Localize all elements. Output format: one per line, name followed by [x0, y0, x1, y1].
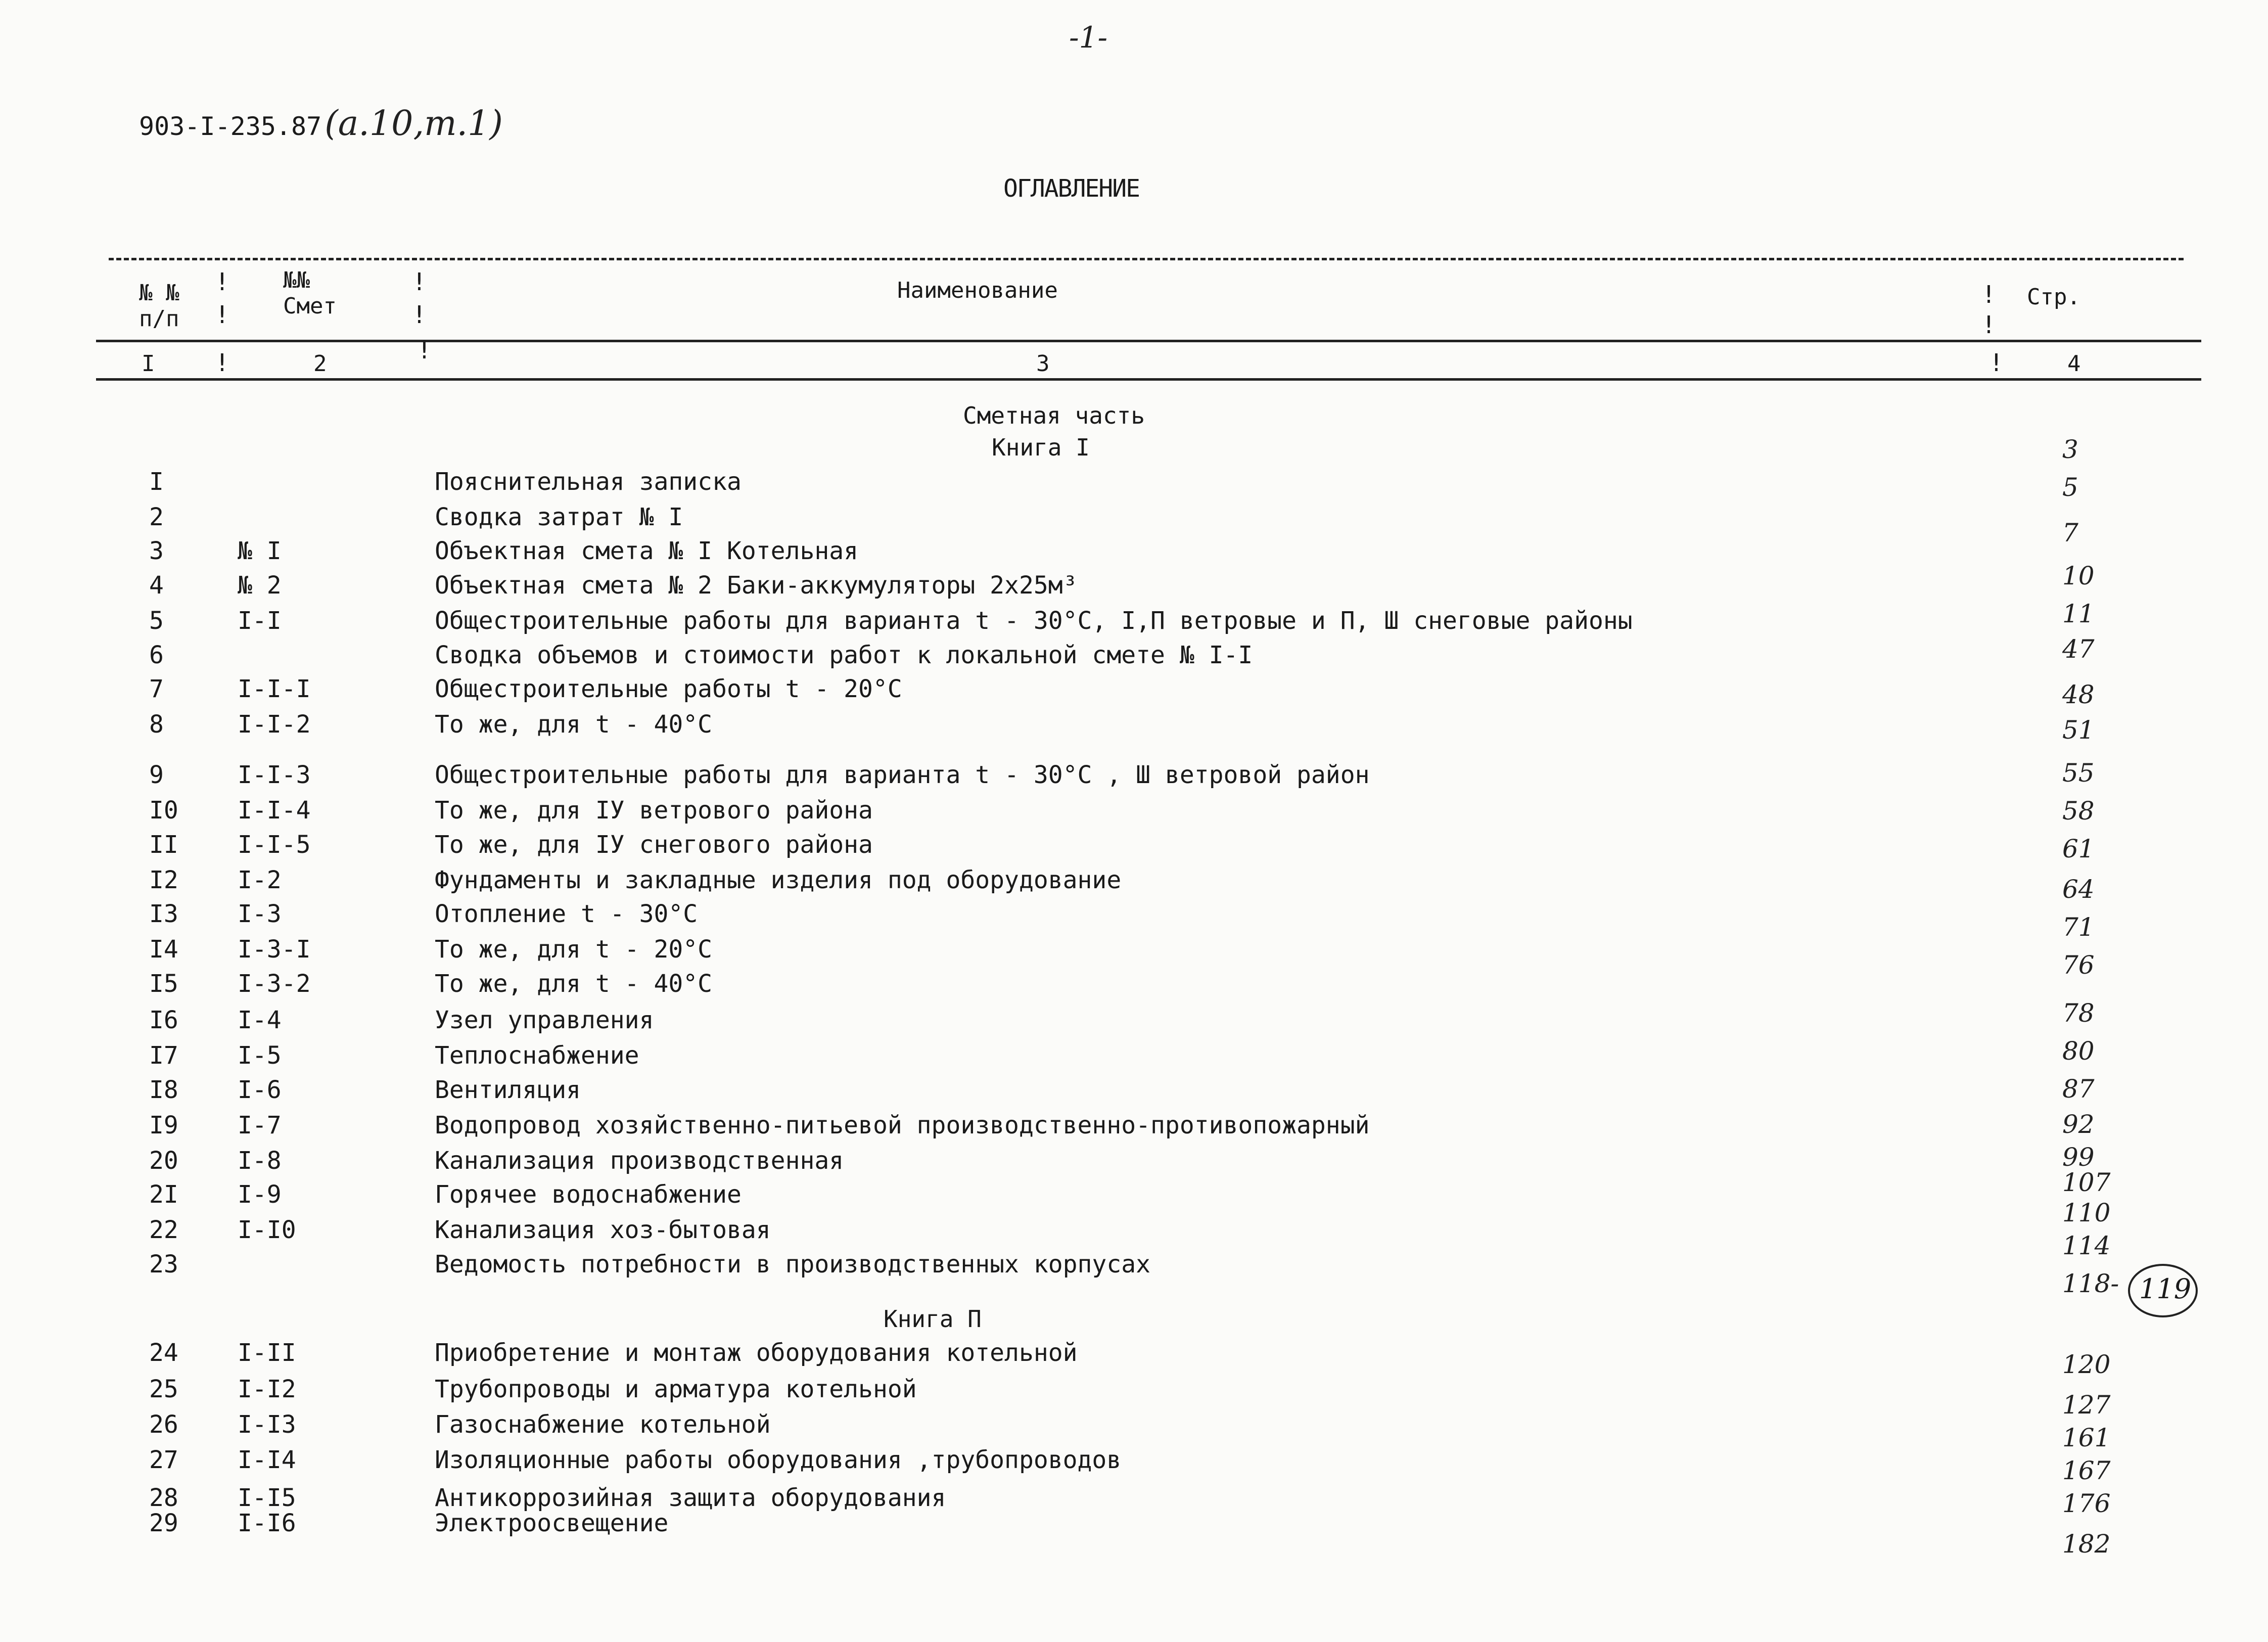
header-num-1: I: [142, 351, 155, 377]
toc-row-estimate: I-5: [238, 1041, 282, 1070]
toc-row-estimate: № 2: [238, 571, 282, 600]
header-col-page: Стр.: [2027, 284, 2080, 310]
toc-row-title: Электроосвещение: [435, 1509, 669, 1537]
header-sep: !: [1981, 311, 1996, 339]
toc-row-number: 9: [149, 761, 164, 789]
toc-page-number: 58: [2062, 796, 2095, 826]
page-number: -1-: [1069, 20, 1108, 55]
toc-page-number: 7: [2062, 518, 2078, 548]
toc-row-number: 20: [149, 1147, 178, 1175]
toc-page-number: 76: [2062, 950, 2095, 980]
toc-row-title: Фундаменты и закладные изделия под оборудование: [435, 866, 1122, 894]
toc-page-number: 107: [2062, 1168, 2111, 1197]
toc-row-estimate: I-4: [238, 1006, 282, 1034]
toc-row: [0, 468, 2268, 501]
toc-row-title: Сводка затрат № I: [435, 503, 683, 531]
header-top-rule: [109, 258, 2184, 260]
toc-page-number: 80: [2062, 1036, 2095, 1066]
toc-row-estimate: I-I-I: [238, 675, 311, 703]
toc-row-number: I6: [149, 1006, 178, 1034]
toc-row-estimate: I-I-4: [238, 796, 311, 825]
toc-page-number: 11: [2062, 599, 2095, 628]
toc-row-number: 27: [149, 1446, 178, 1474]
toc-row-estimate: I-8: [238, 1147, 282, 1175]
toc-row-estimate: I-I5: [238, 1484, 296, 1512]
toc-row: [0, 537, 2268, 570]
toc-row: [0, 503, 2268, 536]
toc-row-number: 4: [149, 571, 164, 600]
header-sep: !: [215, 268, 229, 296]
toc-row-number: I4: [149, 935, 178, 964]
toc-row-estimate: I-3-2: [238, 970, 311, 998]
toc-row: [0, 831, 2268, 864]
toc-row-estimate: I-7: [238, 1111, 282, 1139]
toc-row-title: То же, для t - 40°С: [435, 710, 713, 739]
toc-row-estimate: I-I-3: [238, 761, 311, 789]
toc-row-title: Трубопроводы и арматура котельной: [435, 1375, 917, 1403]
toc-row: [0, 1147, 2268, 1180]
toc-row-title: Общестроительные работы для варианта t - 30°С, I,П ветровые и П, Ш снеговые районы: [435, 607, 1633, 635]
toc-row-title: Канализация хоз-бытовая: [435, 1216, 771, 1244]
toc-page-number: 71: [2062, 913, 2095, 942]
toc-page-number: 161: [2062, 1423, 2111, 1452]
toc-row-title: Ведомость потребности в производственных корпусах: [435, 1250, 1151, 1279]
page-title: ОГЛАВЛЕНИЕ: [1003, 174, 1139, 203]
toc-row-title: То же, для t - 40°С: [435, 970, 713, 998]
toc-row-title: Горячее водоснабжение: [435, 1180, 742, 1209]
toc-row-estimate: I-I0: [238, 1216, 296, 1244]
toc-page-number: 64: [2062, 875, 2095, 904]
toc-row-number: 2: [149, 503, 164, 531]
toc-row-number: 23: [149, 1250, 178, 1279]
header-num-4: 4: [2067, 351, 2081, 377]
header-num-2: 2: [313, 351, 327, 377]
toc-page-number: 87: [2062, 1074, 2095, 1104]
section-estimate-part: Сметная часть: [963, 402, 1145, 429]
toc-row-title: Водопровод хозяйственно-питьевой производственно-противопожарный: [435, 1111, 1370, 1139]
toc-row: [0, 675, 2268, 708]
toc-page-number: 120: [2062, 1350, 2111, 1379]
toc-row: [0, 1076, 2268, 1109]
toc-row: [0, 1216, 2268, 1249]
toc-row-title: Сводка объемов и стоимости работ к локальной смете № I-I: [435, 641, 1253, 669]
toc-row-number: 7: [149, 675, 164, 703]
toc-row-estimate: I-3-I: [238, 935, 311, 964]
doc-code-handwritten: (а.10,т.1): [325, 104, 503, 144]
header-col-smeta: №№ Смет: [283, 267, 337, 319]
toc-page-number: 61: [2062, 834, 2095, 863]
toc-row: [0, 607, 2268, 640]
toc-row-title: Общестроительные работы t - 20°С: [435, 675, 902, 703]
toc-page-number: 99: [2062, 1143, 2095, 1172]
toc-row: [0, 1375, 2268, 1408]
document-code: [139, 104, 503, 144]
toc-row: [0, 970, 2268, 1003]
toc-row-estimate: I-I-5: [238, 831, 311, 859]
toc-row-title: То же, для IУ ветрового района: [435, 796, 873, 825]
toc-page-number: 176: [2062, 1489, 2111, 1518]
toc-row-number: I0: [149, 796, 178, 825]
toc-row: [0, 1111, 2268, 1145]
toc-row-title: То же, для t - 20°С: [435, 935, 713, 964]
toc-row: [0, 1041, 2268, 1075]
toc-row-number: I5: [149, 970, 178, 998]
header-sep: !: [215, 301, 229, 329]
toc-row-estimate: I-I: [238, 607, 282, 635]
toc-row-number: I2: [149, 866, 178, 894]
toc-row-number: I7: [149, 1041, 178, 1070]
header-mid-rule: [96, 340, 2201, 342]
toc-row-number: I3: [149, 900, 178, 928]
toc-row: [0, 1006, 2268, 1039]
toc-page-number: 51: [2062, 715, 2095, 745]
toc-row: [0, 761, 2268, 794]
toc-row-number: 2I: [149, 1180, 178, 1209]
toc-row-number: 24: [149, 1339, 178, 1367]
toc-row: [0, 1180, 2268, 1214]
toc-row-number: I: [149, 468, 164, 496]
toc-page-number: 78: [2062, 998, 2095, 1028]
toc-row-estimate: I-3: [238, 900, 282, 928]
toc-row-number: I8: [149, 1076, 178, 1104]
toc-page-number: 5: [2062, 473, 2078, 502]
toc-row: [0, 866, 2268, 899]
toc-row-title: Отопление t - 30°С: [435, 900, 698, 928]
toc-row-number: 5: [149, 607, 164, 635]
toc-row-number: 22: [149, 1216, 178, 1244]
header-num-3: 3: [1036, 351, 1050, 377]
toc-row: [0, 900, 2268, 933]
toc-row-estimate: № I: [238, 537, 282, 565]
toc-row-number: 25: [149, 1375, 178, 1403]
toc-row-title: Объектная смета № I Котельная: [435, 537, 859, 565]
toc-row: [0, 1250, 2268, 1284]
header-sep: !: [215, 349, 229, 377]
section-book-2: Книга П: [884, 1305, 982, 1333]
toc-row-title: Газоснабжение котельной: [435, 1410, 771, 1439]
toc-page-number: 114: [2062, 1231, 2111, 1260]
toc-row-title: Приобретение и монтаж оборудования котельной: [435, 1339, 1078, 1367]
toc-row: [0, 641, 2268, 674]
toc-row-number: 29: [149, 1509, 178, 1537]
header-col-num: № № п/п: [139, 280, 179, 332]
toc-page-number: 47: [2062, 634, 2095, 664]
toc-row: [0, 1410, 2268, 1444]
header-sep: !: [417, 336, 432, 364]
toc-row: [0, 571, 2268, 605]
toc-row-estimate: I-9: [238, 1180, 282, 1209]
toc-row-number: 8: [149, 710, 164, 739]
toc-page-number: 110: [2062, 1198, 2111, 1227]
toc-row: [0, 710, 2268, 744]
toc-page-number: 48: [2062, 680, 2095, 709]
header-sep: !: [1981, 281, 1996, 309]
toc-row-estimate: I-I4: [238, 1446, 296, 1474]
doc-code-typed: 903-I-235.87: [139, 112, 322, 141]
toc-row-number: 3: [149, 537, 164, 565]
toc-row-title: То же, для IУ снегового района: [435, 831, 873, 859]
toc-row-title: Канализация производственная: [435, 1147, 844, 1175]
toc-row-title: Пояснительная записка: [435, 468, 742, 496]
header-sep: !: [1989, 349, 2004, 377]
toc-page-number: 3: [2062, 435, 2078, 464]
toc-row: [0, 1446, 2268, 1479]
toc-page-number: 167: [2062, 1456, 2111, 1485]
toc-row-title: Общестроительные работы для варианта t - 30°С , Ш ветровой район: [435, 761, 1370, 789]
toc-row-estimate: I-I-2: [238, 710, 311, 739]
toc-page-number: 127: [2062, 1390, 2111, 1420]
toc-row-number: 28: [149, 1484, 178, 1512]
toc-row-title: Изоляционные работы оборудования ,трубопроводов: [435, 1446, 1122, 1474]
toc-row-title: Объектная смета № 2 Баки-аккумуляторы 2х25м³: [435, 571, 1078, 600]
toc-row-estimate: I-I3: [238, 1410, 296, 1439]
toc-row-number: 6: [149, 641, 164, 669]
toc-row-number: II: [149, 831, 178, 859]
toc-page-number: 92: [2062, 1110, 2095, 1139]
toc-row-estimate: I-I2: [238, 1375, 296, 1403]
toc-row-estimate: I-I6: [238, 1509, 296, 1537]
toc-row-estimate: I-2: [238, 866, 282, 894]
toc-row-estimate: I-6: [238, 1076, 282, 1104]
toc-row: [0, 1339, 2268, 1372]
toc-row: [0, 935, 2268, 969]
toc-row-title: Антикоррозийная защита оборудования: [435, 1484, 946, 1512]
toc-row-title: Вентиляция: [435, 1076, 581, 1104]
toc-row-title: Узел управления: [435, 1006, 654, 1034]
toc-row: [0, 796, 2268, 830]
toc-row-title: Теплоснабжение: [435, 1041, 639, 1070]
toc-row-number: I9: [149, 1111, 178, 1139]
toc-page-number: 55: [2062, 758, 2095, 788]
toc-row-estimate: I-II: [238, 1339, 296, 1367]
toc-page-number: 10: [2062, 561, 2095, 590]
header-sep: !: [412, 268, 427, 296]
toc-row: [0, 1509, 2268, 1542]
header-bottom-rule: [96, 378, 2201, 381]
toc-page-number: 118-: [2062, 1269, 2119, 1298]
header-col-name: Наименование: [897, 278, 1058, 303]
circled-page-mark: 119: [2128, 1264, 2198, 1317]
section-book-1: Книга I: [992, 434, 1090, 461]
header-sep: !: [412, 301, 427, 329]
toc-row-number: 26: [149, 1410, 178, 1439]
toc-page-number: 182: [2062, 1529, 2111, 1559]
